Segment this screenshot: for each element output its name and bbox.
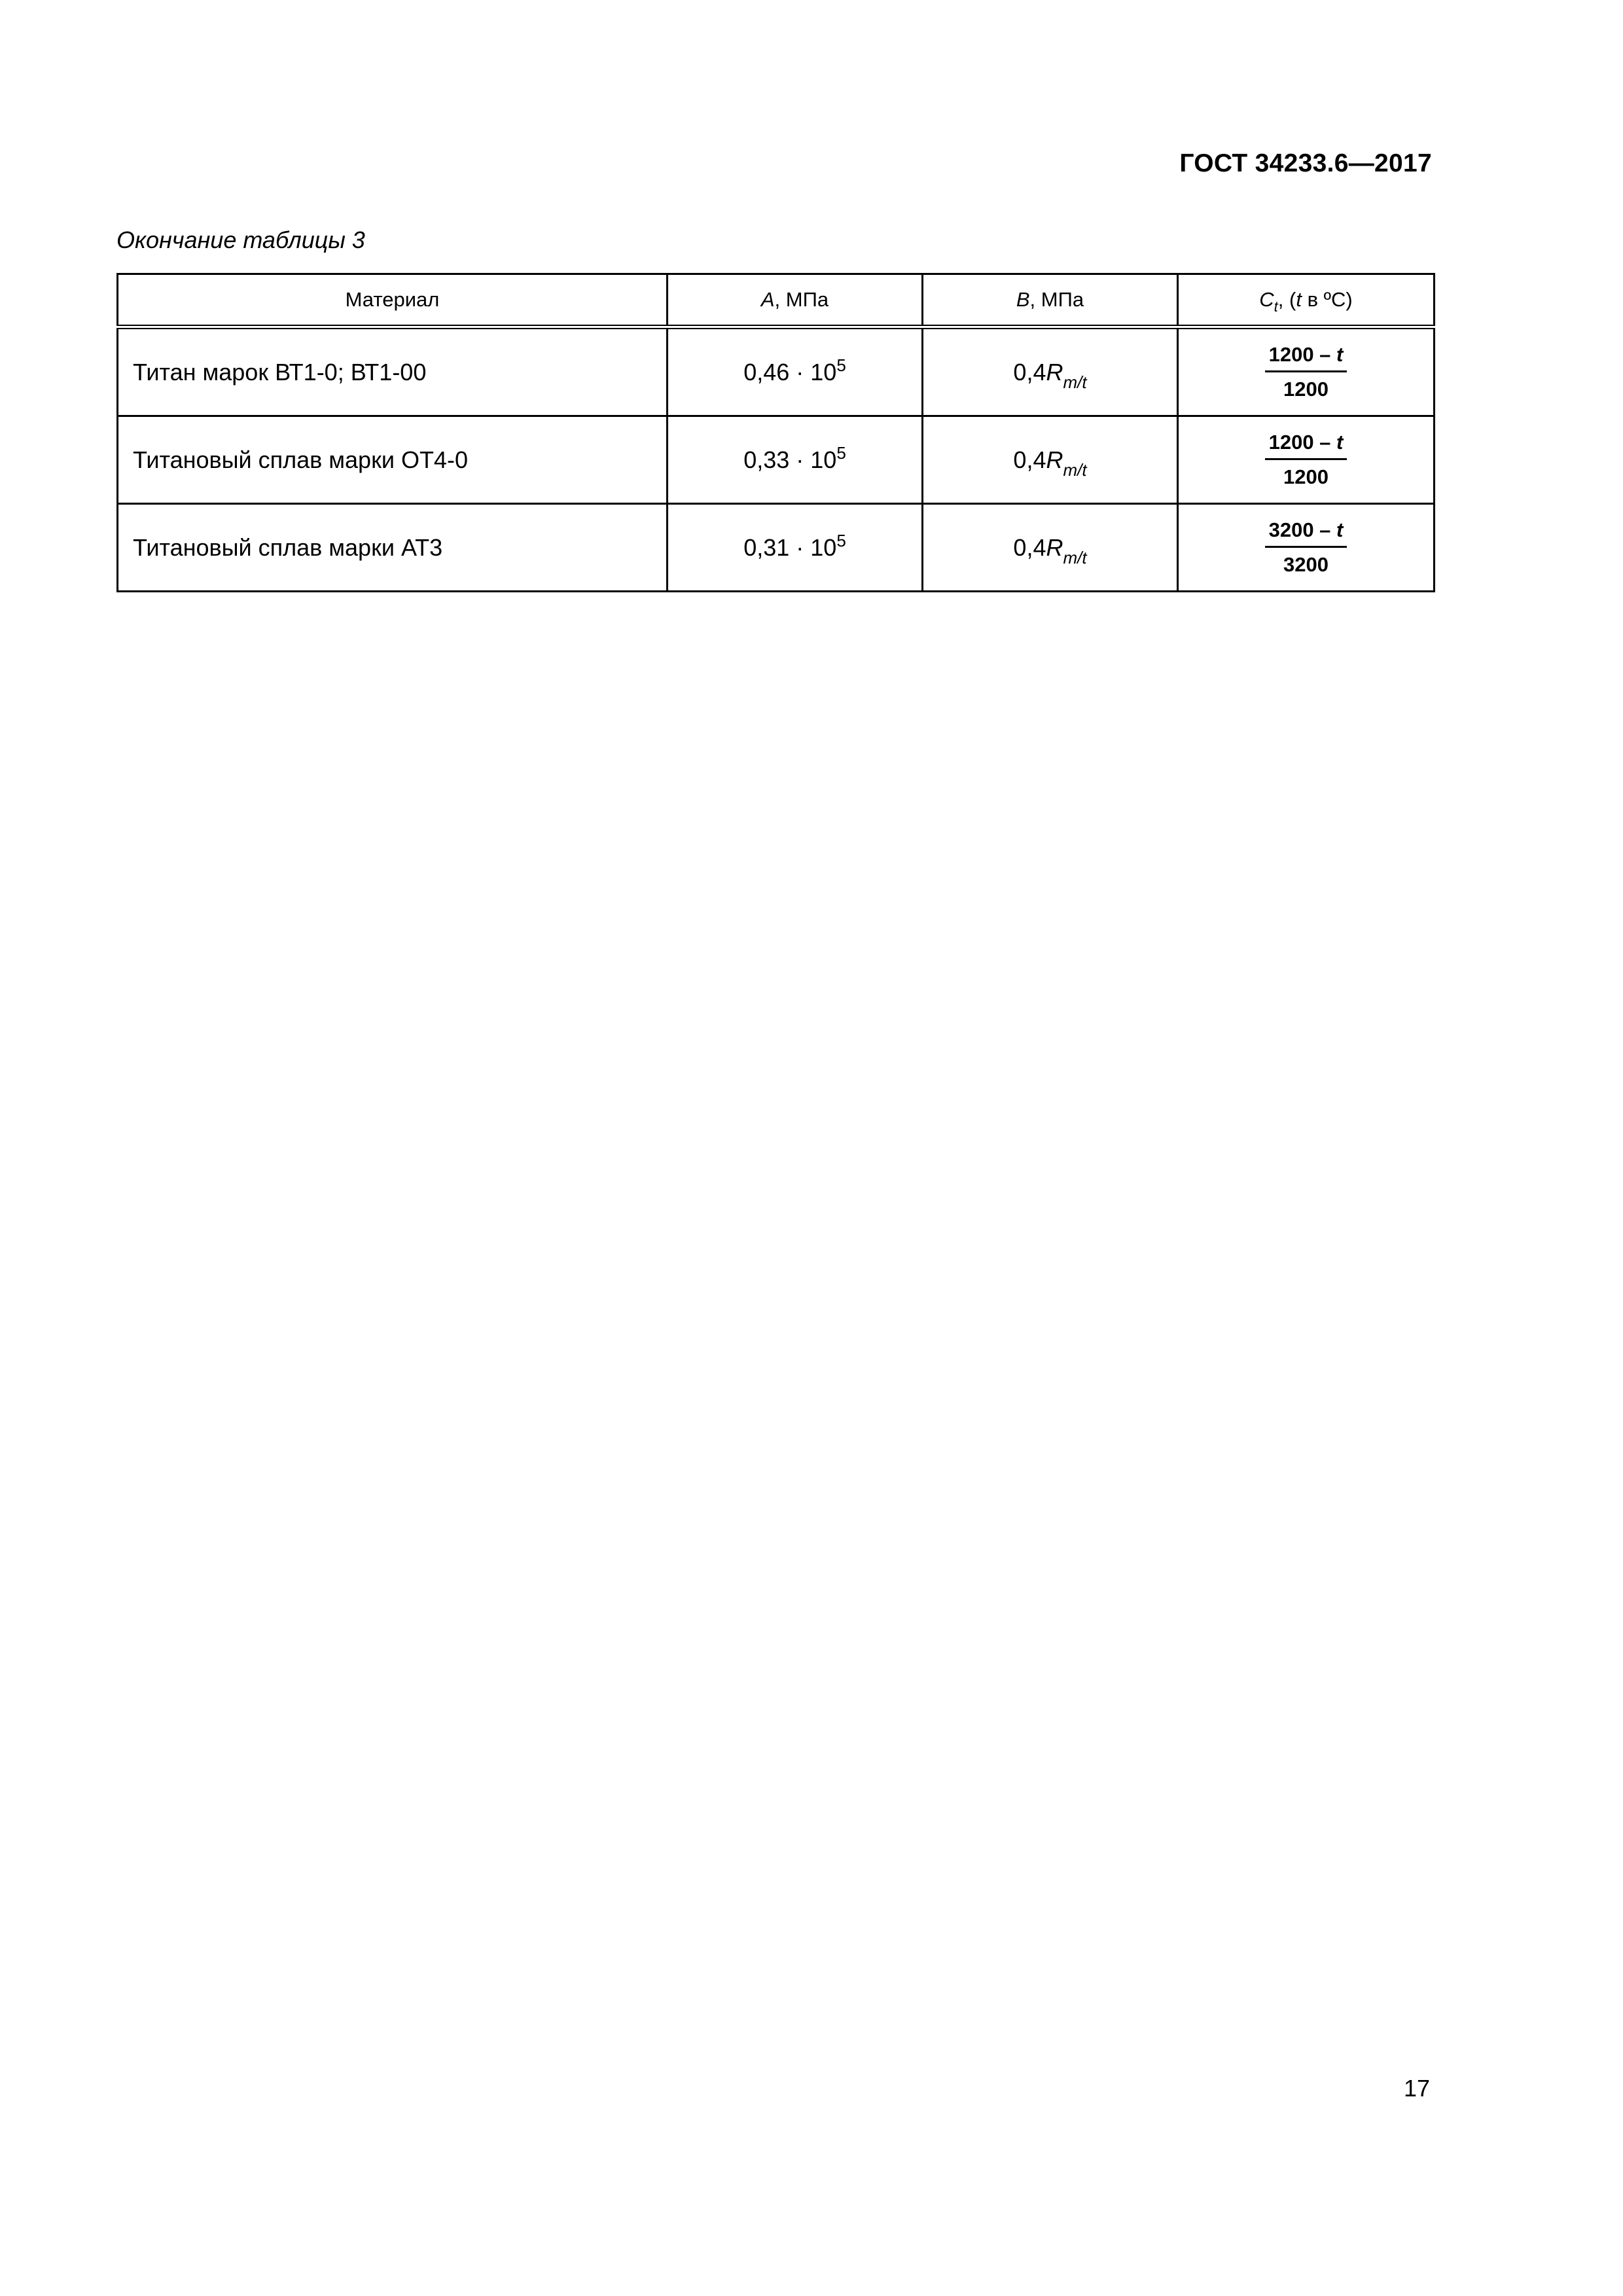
header-a — [668, 274, 923, 327]
c-value-cell — [1178, 327, 1435, 416]
numerator-variable: t — [1336, 342, 1344, 366]
fraction-denominator: 1200 — [1283, 465, 1329, 488]
material-name: Титановый сплав марки АТ3 — [133, 533, 443, 561]
header-b — [923, 274, 1178, 327]
a-value-exponent: 5 — [836, 355, 846, 375]
page-number: 17 — [1403, 2075, 1430, 2102]
b-value-coefficient: 0,4 — [1013, 358, 1046, 386]
b-value-cell — [923, 327, 1178, 416]
c-value-fraction — [1265, 518, 1347, 577]
header-material — [118, 274, 668, 327]
table-body — [118, 327, 1435, 592]
header-c-separator: , ( — [1277, 288, 1296, 311]
fraction-denominator: 1200 — [1283, 377, 1329, 401]
numerator-variable: t — [1336, 430, 1344, 454]
fraction-denominator: 3200 — [1283, 552, 1329, 576]
a-value-cell — [668, 416, 923, 504]
a-value-cell — [668, 327, 923, 416]
material-cell — [118, 416, 668, 504]
header-a-unit: , МПа — [774, 288, 829, 311]
header-c — [1178, 274, 1435, 327]
header-a-symbol: A — [760, 288, 775, 311]
table-header-row — [118, 274, 1435, 327]
a-value-exponent: 5 — [836, 530, 846, 550]
table-row — [118, 416, 1435, 504]
document-code: ГОСТ 34233.6—2017 — [1179, 149, 1432, 177]
fraction-numerator — [1265, 431, 1347, 460]
table-row — [118, 327, 1435, 416]
b-value-coefficient: 0,4 — [1013, 533, 1046, 561]
b-value-cell — [923, 504, 1178, 592]
table-caption: Окончание таблицы 3 — [116, 226, 365, 253]
a-value-base: 0,33 · 10 — [743, 446, 837, 473]
header-material-label: Материал — [345, 288, 440, 311]
material-cell — [118, 327, 668, 416]
header-b-unit: , МПа — [1029, 288, 1084, 311]
table-header — [118, 274, 1435, 327]
c-value-fraction — [1265, 343, 1347, 401]
material-name: Титан марок ВТ1-0; ВТ1-00 — [133, 358, 427, 386]
a-value-base: 0,31 · 10 — [743, 533, 837, 561]
b-value-symbol: R — [1046, 533, 1063, 561]
materials-table — [116, 273, 1435, 592]
header-c-unit: в ºС) — [1301, 288, 1353, 311]
a-value-exponent: 5 — [836, 442, 846, 463]
b-value-symbol: R — [1046, 358, 1063, 386]
numerator-variable: t — [1336, 518, 1344, 541]
numerator-value: 1200 – — [1268, 342, 1337, 366]
b-value-subscript: m/t — [1063, 547, 1087, 567]
header-c-subscript: t — [1274, 298, 1278, 315]
c-value-cell — [1178, 504, 1435, 592]
b-value-symbol: R — [1046, 446, 1063, 473]
header-b-symbol: B — [1016, 288, 1030, 311]
c-value-fraction — [1265, 431, 1347, 489]
a-value-cell — [668, 504, 923, 592]
header-c-symbol: C — [1259, 288, 1274, 311]
b-value-coefficient: 0,4 — [1013, 446, 1046, 473]
numerator-value: 3200 – — [1268, 518, 1337, 541]
a-value-base: 0,46 · 10 — [743, 358, 837, 386]
material-name: Титановый сплав марки ОТ4-0 — [133, 446, 468, 473]
material-cell — [118, 504, 668, 592]
header-c-variable: t — [1296, 288, 1302, 311]
b-value-subscript: m/t — [1063, 459, 1087, 480]
b-value-subscript: m/t — [1063, 372, 1087, 392]
b-value-cell — [923, 416, 1178, 504]
c-value-cell — [1178, 416, 1435, 504]
fraction-numerator — [1265, 343, 1347, 372]
numerator-value: 1200 – — [1268, 430, 1337, 454]
fraction-numerator — [1265, 518, 1347, 548]
table-row — [118, 504, 1435, 592]
